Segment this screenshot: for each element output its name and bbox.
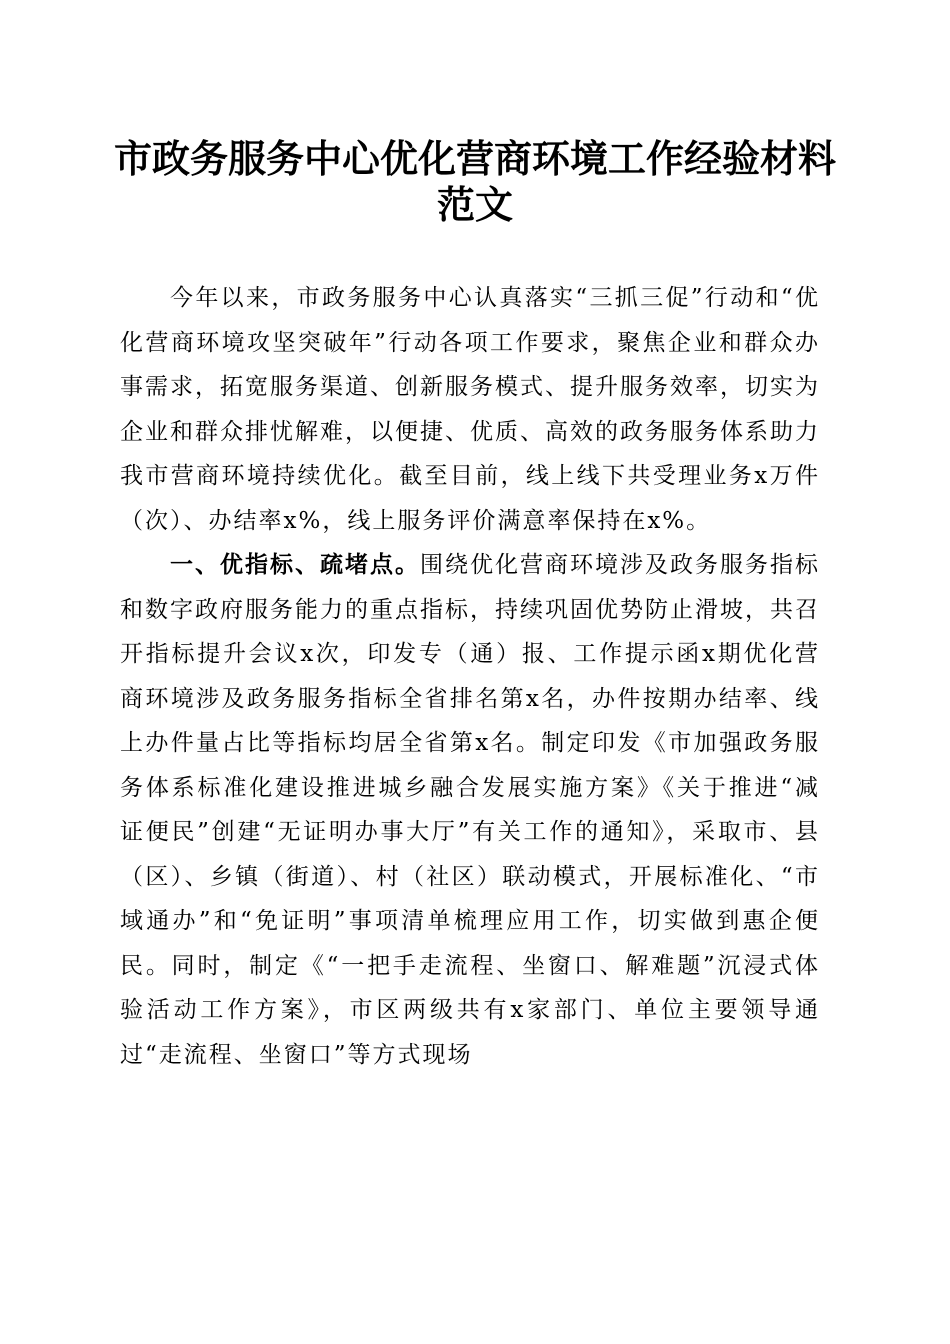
section-heading: 一、优指标、疏堵点。 xyxy=(170,551,420,578)
document-body xyxy=(120,276,820,1077)
paragraph-intro xyxy=(120,276,820,543)
paragraph-text: 今年以来，市政务服务中心认真落实“三抓三促”行动和“优化营商环境攻坚突破年”行动各项工作要求，聚焦企业和群众办事需求，拓宽服务渠道、创新服务模式、提升服务效率，切实为企业和群众排忧解难，以便捷、优质、高效的政务服务体系助力我市营商环境持续优化。截至目前，线上线下共受理业务x万件（次）、办结率x%，线上服务评价满意率保持在x%。 xyxy=(120,285,820,534)
paragraph-section-1 xyxy=(120,543,820,1077)
document-title: 市政务服务中心优化营商环境工作经验材料范文 xyxy=(113,136,836,227)
paragraph-text: 围绕优化营商环境涉及政务服务指标和数字政府服务能力的重点指标，持续巩固优势防止滑坡，共召开指标提升会议x次，印发专（通）报、工作提示函x期优化营商环境涉及政务服务指标全省排名第x名，办件按期办结率、线上办件量占比等指标均居全省第x名。制定印发《市加强政务服务体系标准化建设推进城乡融合发展实施方案》《关于推进“减证便民”创建“无证明办事大厅”有关工作的通知》，采取市、县（区）、乡镇（街道）、村（社区）联动模式，开展标准化、“市域通办”和“免证明”事项清单梳理应用工作，切实做到惠企便民。同时，制定《“一把手走流程、坐窗口、解难题”沉浸式体验活动工作方案》，市区两级共有x家部门、单位主要领导通过“走流程、坐窗口”等方式现场 xyxy=(120,552,820,1068)
